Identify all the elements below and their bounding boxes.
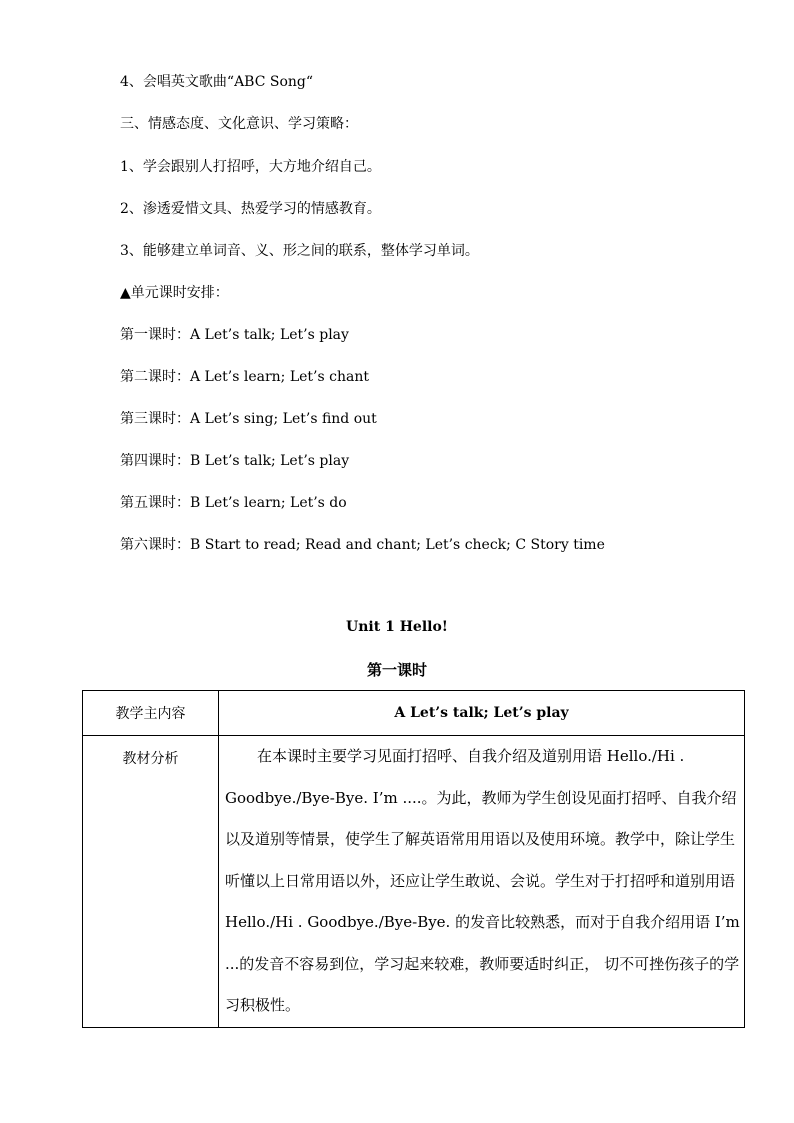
objective-line: 4、会唱英文歌曲“ABC Song“ (120, 74, 314, 90)
objective-line: 2、渗透爱惜文具、热爱学习的情感教育。 (120, 201, 381, 217)
schedule-item: 第四课时：B Let’s talk; Let’s play (120, 453, 350, 469)
row-label: 教学主内容 (83, 691, 219, 736)
objective-line: 1、学会跟别人打招呼，大方地介绍自己。 (120, 159, 381, 175)
schedule-item: 第一课时：A Let’s talk; Let’s play (120, 327, 349, 343)
table-row (83, 736, 745, 1028)
schedule-item: 第三课时：A Let’s sing; Let’s find out (120, 411, 377, 427)
schedule-item: 第五课时：B Let’s learn; Let’s do (120, 495, 347, 511)
analysis-text: 在本课时主要学习见面打招呼、自我介绍及道别用语 Hello./Hi . Goodbye./Bye-Bye. I’m ....。为此，教师为学生创设见面打招呼、自我介绍以及道别等情景，使学生了解英语常用用语以及使用环境。教学中，除让学生听懂以上日常用语以外，还应让学生敢说、会说。学生对于打招呼和道别用语 Hello./Hi . Goodbye./Bye-Bye. 的发音比较熟悉，而对于自我介绍用语 I’m ...的发音不容易到位，学习起来较难，教师要适时纠正， 切不可挫伤孩子的学习积极性。 (225, 747, 740, 1014)
schedule-heading: ▲单元课时安排： (120, 285, 229, 301)
table-row (83, 691, 745, 736)
section-heading: 三、情感态度、文化意识、学习策略： (120, 116, 358, 132)
row-label: 教材分析 (83, 736, 219, 1028)
schedule-item: 第六课时：B Start to read; Read and chant; Let’s check; C Story time (120, 537, 605, 553)
objective-line: 3、能够建立单词音、义、形之间的联系，整体学习单词。 (120, 243, 479, 259)
row-value: A Let’s talk; Let’s play (219, 691, 745, 736)
lesson-title: 第一课时 (366, 661, 427, 679)
unit-title: Unit 1 Hello! (346, 619, 448, 635)
schedule-item: 第二课时：A Let’s learn; Let’s chant (120, 369, 369, 385)
lesson-table (82, 690, 745, 1028)
analysis-text-cell (219, 736, 745, 1028)
